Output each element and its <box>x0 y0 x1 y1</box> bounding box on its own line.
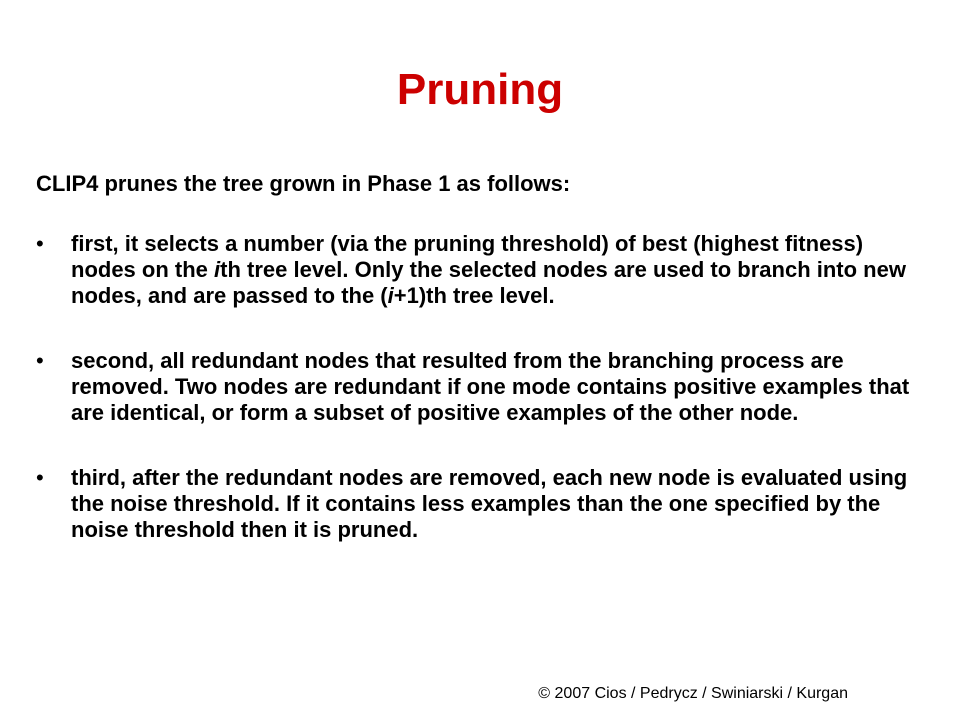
slide-title: Pruning <box>396 65 564 114</box>
bullet-item-3 <box>36 465 926 543</box>
bullet-item-2 <box>36 348 926 426</box>
intro-text: CLIP4 prunes the tree grown in Phase 1 as follows: <box>36 171 571 196</box>
bullet-text-1: first, it selects a number (via the pruning threshold) of best (highest fitness) nodes on the ith tree level. Only the selected nodes are used to branch into new nodes, and are passed to the (i+1)th tree level. <box>71 231 906 308</box>
bullet-text-3: third, after the redundant nodes are removed, each new node is evaluated using the noise threshold. If it contains less examples than the one specified by the noise threshold then it is pruned. <box>71 465 908 542</box>
bullet-icon: • <box>36 465 44 490</box>
copyright-footer: © 2007 Cios / Pedrycz / Swiniarski / Kurgan <box>538 685 848 702</box>
bullet-list <box>36 231 926 543</box>
bullet-icon: • <box>36 348 44 373</box>
bullet-icon: • <box>36 231 44 256</box>
bullet-item-1 <box>36 231 926 309</box>
bullet-text-2: second, all redundant nodes that resulted from the branching process are removed. Two nodes are redundant if one mode contains positive examples that are identical, or form a subset of positive examples of the other node. <box>71 348 910 425</box>
